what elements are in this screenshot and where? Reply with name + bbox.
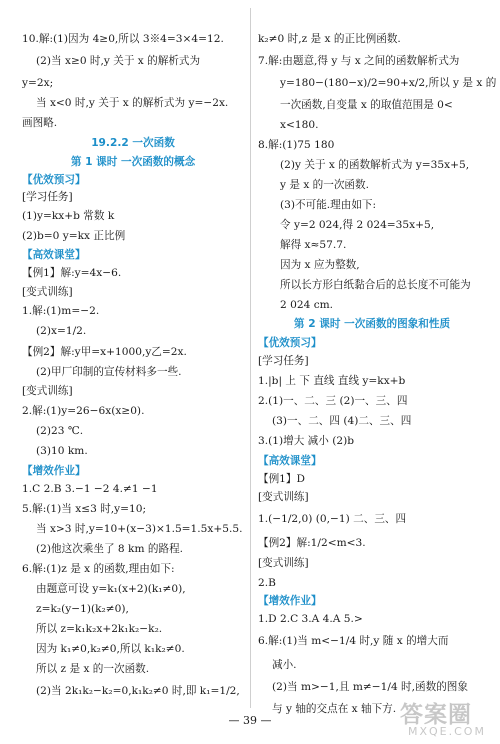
watermark-text: 答案圈: [400, 702, 472, 728]
left-line: (1)y=kx+b 常数 k: [22, 210, 115, 222]
left-line: (3)10 km.: [36, 445, 88, 457]
right-line: [变式训练]: [258, 557, 309, 569]
right-line: (2)当 m>−1,且 m≠−1/4 时,函数的图象: [272, 681, 468, 693]
right-line: 6.解:(1)当 m<−1/4 时,y 随 x 的增大而: [258, 635, 449, 647]
left-line: 1.解:(1)m=−2.: [22, 305, 100, 317]
left-line: [变式训练]: [22, 286, 73, 298]
left-line: 10.解:(1)因为 4≥0,所以 3※4=3×4=12.: [22, 33, 224, 45]
left-line: (2)x=1/2.: [36, 325, 87, 337]
right-line: [变式训练]: [258, 491, 309, 503]
left-line: z=k₂(y−1)(k₂≠0),: [36, 603, 129, 615]
right-line: 8.解:(1)75 180: [258, 139, 335, 151]
right-line: 2.B: [258, 577, 276, 589]
right-line: 7.解:由题意,得 y 与 x 之间的函数解析式为: [258, 55, 460, 67]
right-line: 3.(1)增大 减小 (2)b: [258, 435, 355, 447]
right-line: k₂≠0 时,z 是 x 的正比例函数.: [258, 33, 401, 45]
right-line: 【例2】解:1/2<m<3.: [258, 537, 366, 549]
right-line: 【高效课堂】: [258, 455, 322, 467]
right-line: 2.(1)一、二、三 (2)一、三、四: [258, 395, 408, 407]
left-line: (2)23 ℃.: [36, 425, 84, 437]
left-line: 5.解:(1)当 x≤3 时,y=10;: [22, 503, 147, 515]
left-line: (2)当 x≥0 时,y 关于 x 的解析式为: [36, 55, 201, 67]
right-line: 【例1】D: [258, 473, 306, 485]
left-line: 6.解:(1)z 是 x 的函数,理由如下:: [22, 563, 175, 575]
right-line: 因为 x 应为整数,: [280, 259, 360, 271]
left-line: 【优效预习】: [22, 174, 86, 186]
left-line: 因为 k₁≠0,k₂≠0,所以 k₁k₂≠0.: [36, 643, 185, 655]
right-line: 令 y=2 024,得 2 024=35x+5,: [280, 219, 435, 231]
left-line: [变式训练]: [22, 385, 73, 397]
left-line: 所以 z=k₁k₂x+2k₁k₂−k₂.: [36, 623, 163, 635]
left-line: 当 x>3 时,y=10+(x−3)×1.5=1.5x+5.5.: [36, 523, 243, 535]
right-line: 一次函数,自变量 x 的取值范围是 0<: [280, 99, 453, 111]
right-line: 所以长方形白纸黏合后的总长度不可能为: [280, 279, 471, 291]
watermark-url: MXQE.COM: [408, 725, 486, 738]
page-number: — 39 —: [228, 714, 272, 727]
left-line: [学习任务]: [22, 191, 73, 203]
left-line: 由题意可设 y=k₁(x+2)(k₁≠0),: [36, 583, 186, 595]
watermark-logo: [394, 696, 492, 740]
right-line: 第 2 课时 一次函数的图象和性质: [293, 318, 451, 330]
left-line: 2.解:(1)y=26−6x(x≥0).: [22, 405, 145, 417]
right-line: 1.|b| 上 下 直线 直线 y=kx+b: [258, 375, 406, 387]
left-line: 画图略.: [22, 117, 58, 129]
right-line: 1.(−1/2,0) (0,−1) 二、三、四: [258, 513, 407, 525]
left-line: 当 x<0 时,y 关于 x 的解析式为 y=−2x.: [36, 97, 229, 109]
left-line: y=2x;: [22, 77, 54, 89]
left-line: 1.C 2.B 3.−1 −2 4.≠1 −1: [22, 483, 158, 495]
right-line: (2)y 关于 x 的函数解析式为 y=35x+5,: [280, 159, 470, 171]
right-line: 2 024 cm.: [280, 299, 334, 311]
right-line: 解得 x≈57.7.: [280, 239, 347, 251]
left-line: 【增效作业】: [22, 465, 86, 477]
right-line: [学习任务]: [258, 355, 309, 367]
right-line: y 是 x 的一次函数.: [280, 179, 369, 191]
left-line: 所以 z 是 x 的一次函数.: [36, 663, 150, 675]
left-line: 第 1 课时 一次函数的概念: [70, 156, 196, 168]
right-line: 减小.: [272, 659, 297, 671]
left-line: (2)b=0 y=kx 正比例: [22, 230, 126, 242]
left-line: 【例2】解:y甲=x+1000,y乙=2x.: [22, 346, 187, 358]
right-line: (3)一、二、四 (4)二、三、四: [272, 415, 412, 427]
right-line: 1.D 2.C 3.A 4.A 5.>: [258, 613, 363, 625]
left-line: (2)他这次乘坐了 8 km 的路程.: [36, 543, 184, 555]
right-line: 【增效作业】: [258, 595, 322, 607]
left-line: (2)当 2k₁k₂−k₂=0,k₁k₂≠0 时,即 k₁=1/2,: [36, 685, 240, 697]
left-line: 【例1】解:y=4x−6.: [22, 267, 122, 279]
right-line: x<180.: [280, 119, 319, 131]
column-divider: [250, 8, 251, 708]
right-line: 与 y 轴的交点在 x 轴下方.: [272, 703, 397, 715]
left-line: (2)甲厂印制的宣传材料多一些.: [36, 366, 182, 378]
right-line: y=180−(180−x)/2=90+x/2,所以 y 是 x 的: [280, 77, 497, 89]
left-line: 19.2.2 一次函数: [91, 137, 175, 149]
right-line: (3)不可能.理由如下:: [280, 199, 377, 211]
left-line: 【高效课堂】: [22, 249, 86, 261]
right-line: 【优效预习】: [258, 337, 322, 349]
